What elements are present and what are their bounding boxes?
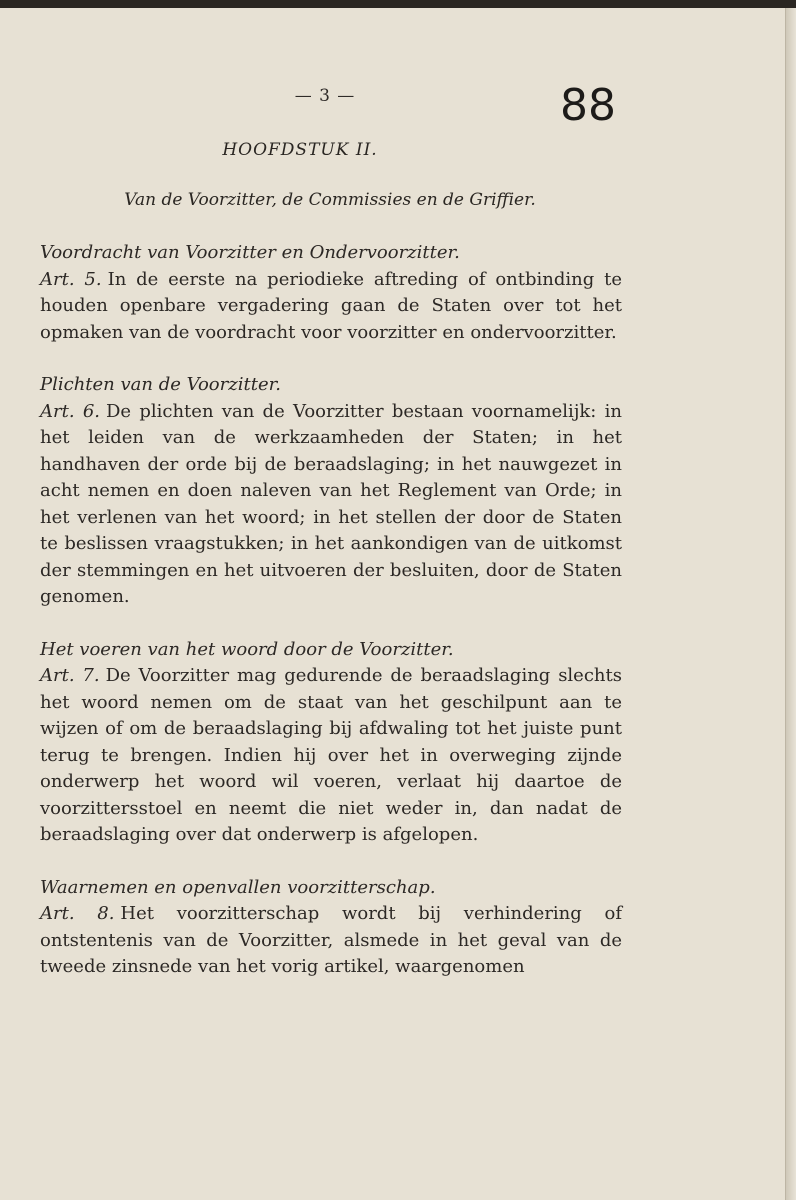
article-number: Art. 7.	[40, 665, 100, 686]
page-edge	[785, 8, 796, 1200]
article-text: Het voorzitterschap wordt bij verhindering of ontstentenis van de Voorzitter, alsmede in het geval van de tweede zinsnede van het vorig artikel, waargenomen	[40, 903, 622, 977]
document-body	[40, 240, 622, 1007]
article-number: Art. 6.	[40, 400, 100, 422]
archive-stamp-number: 88	[560, 80, 616, 131]
article-number: Art. 8.	[40, 903, 115, 924]
chapter-title: HOOFDSTUK II.	[222, 140, 378, 160]
article-paragraph	[40, 399, 622, 611]
section-heading: Het voeren van het woord door de Voorzitter.	[40, 638, 454, 660]
section-art-8	[40, 875, 622, 981]
article-text: In de eerste na periodieke aftreding of ontbinding te houden openbare vergadering gaan de Staten over tot het opmaken van de voordracht voor voorzitter en ondervoorzitter.	[40, 268, 622, 343]
chapter-subtitle: Van de Voorzitter, de Commissies en de Griffier.	[124, 190, 536, 210]
article-paragraph	[40, 663, 622, 849]
section-art-5	[40, 240, 622, 346]
section-heading: Voordracht van Voorzitter en Ondervoorzitter.	[40, 242, 460, 263]
article-paragraph	[40, 901, 622, 981]
article-number: Art. 5.	[40, 268, 102, 290]
document-page	[0, 8, 786, 1200]
article-paragraph	[40, 267, 622, 347]
section-heading: Plichten van de Voorzitter.	[40, 374, 281, 395]
article-text: De Voorzitter mag gedurende de beraadslaging slechts het woord nemen om de staat van het geschilpunt aan te wijzen of om de beraadslaging bij afdwaling tot het juiste punt terug te brengen. Indien hij over het in overweging zijnde onderwerp het woord wil voeren, verlaat hij daartoe de voorzittersstoel en neemt die niet weder in, dan nadat de beraadslaging over dat onderwerp is afgelopen.	[40, 665, 622, 845]
page-number: — 3 —	[294, 86, 356, 106]
section-heading: Waarnemen en openvallen voorzitterschap.	[40, 876, 436, 898]
section-art-6	[40, 372, 622, 611]
article-text: De plichten van de Voorzitter bestaan voornamelijk: in het leiden van de werkzaamheden der Staten; in het handhaven der orde bij de beraadslaging; in het nauwgezet in acht nemen en doen naleven van het Reglement van Orde; in het verlenen van het woord; in het stellen der door de Staten te beslissen vraagstukken; in het aankondigen van de uitkomst der stemmingen en het uitvoeren der besluiten, door de Staten genomen.	[40, 400, 622, 607]
section-art-7	[40, 637, 622, 849]
